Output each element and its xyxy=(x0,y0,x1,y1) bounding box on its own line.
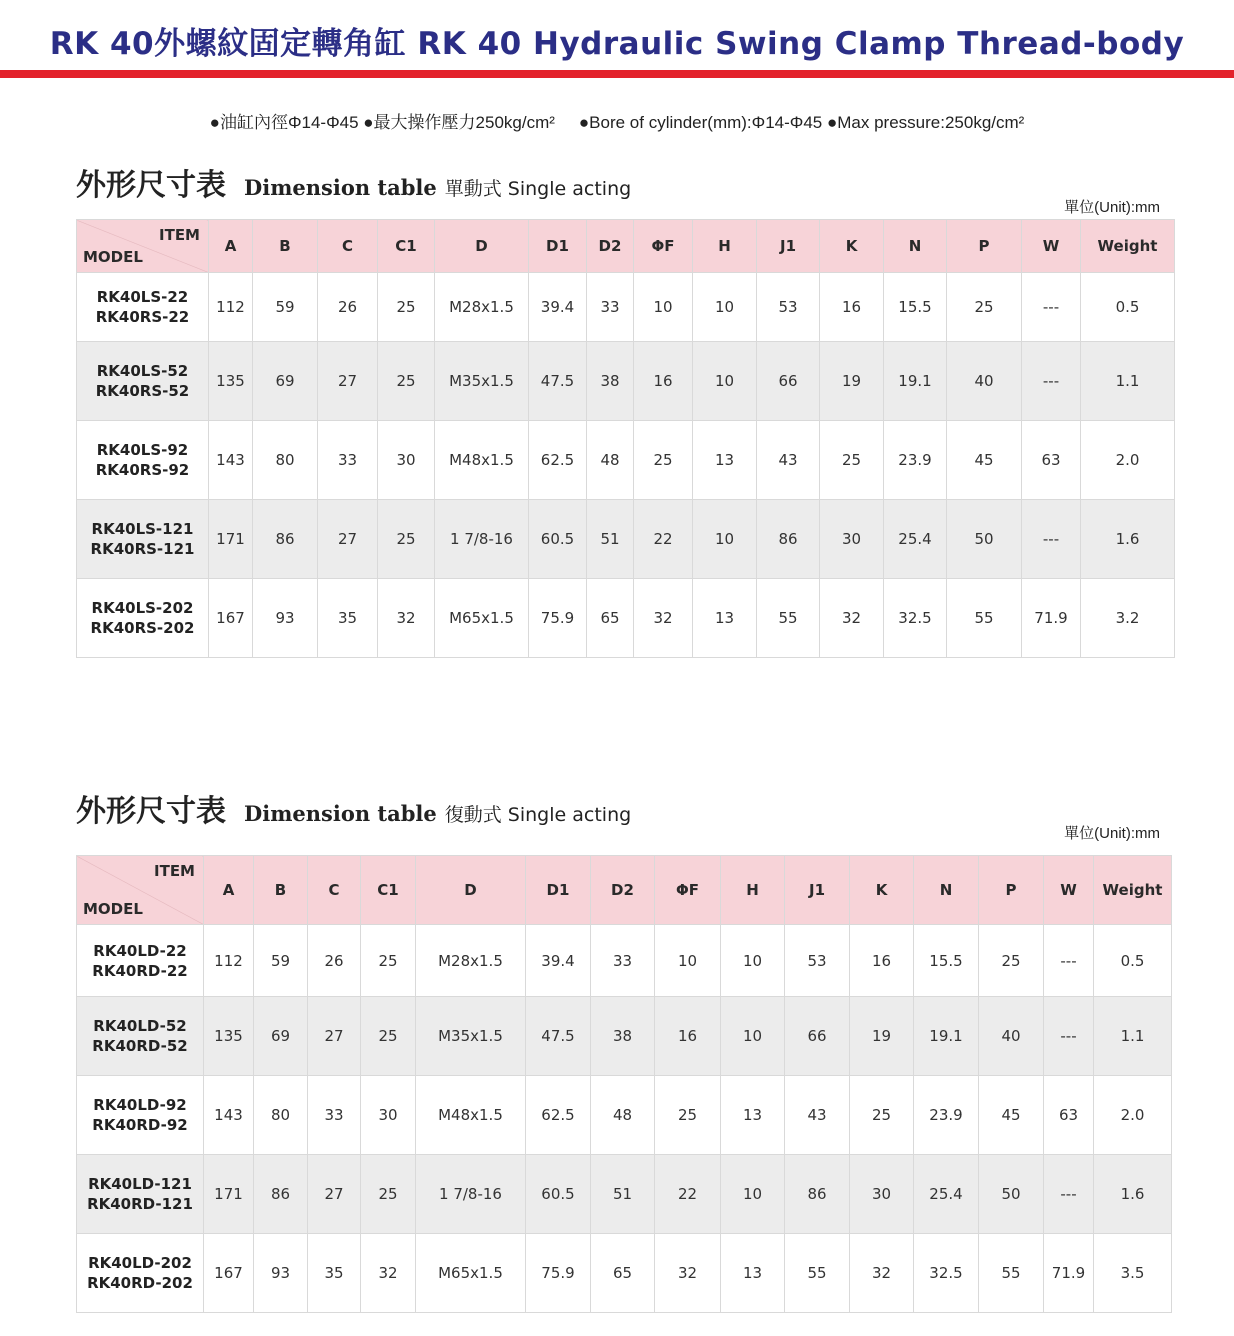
value-cell: 33 xyxy=(587,273,634,342)
value-cell: 65 xyxy=(591,1234,655,1313)
column-header: N xyxy=(914,856,979,925)
value-cell: 112 xyxy=(209,273,253,342)
value-cell: 32 xyxy=(850,1234,914,1313)
value-cell: 86 xyxy=(253,500,318,579)
value-cell: M65x1.5 xyxy=(416,1234,526,1313)
model-name: RK40LD-202 xyxy=(88,1254,192,1272)
value-cell: 167 xyxy=(209,579,253,658)
value-cell: 135 xyxy=(209,342,253,421)
model-name: RK40LS-52 xyxy=(96,362,189,380)
value-cell: 25.4 xyxy=(884,500,947,579)
section-title-en: Dimension table xyxy=(244,801,437,826)
table-row xyxy=(77,1076,1172,1155)
column-header: D xyxy=(416,856,526,925)
value-cell: M65x1.5 xyxy=(435,579,529,658)
value-cell: 30 xyxy=(850,1155,914,1234)
value-cell: 25 xyxy=(850,1076,914,1155)
value-cell: 43 xyxy=(785,1076,850,1155)
model-cell xyxy=(77,997,204,1076)
value-cell: 30 xyxy=(361,1076,416,1155)
value-cell: 10 xyxy=(634,273,693,342)
value-cell: 1.6 xyxy=(1081,500,1175,579)
model-name: RK40RS-121 xyxy=(90,540,195,558)
value-cell: 55 xyxy=(757,579,820,658)
section-title-en: Dimension table xyxy=(244,175,437,200)
table-header-row xyxy=(77,856,1172,925)
value-cell: 48 xyxy=(591,1076,655,1155)
model-name: RK40LD-121 xyxy=(88,1175,192,1193)
column-header: K xyxy=(820,220,884,273)
value-cell: 86 xyxy=(785,1155,850,1234)
value-cell: 32.5 xyxy=(884,579,947,658)
section-type-label: 復動式 Single acting xyxy=(444,804,632,826)
value-cell: 143 xyxy=(204,1076,254,1155)
model-cell xyxy=(77,342,209,421)
table-row xyxy=(77,1155,1172,1234)
corner-cell xyxy=(77,856,204,925)
value-cell: 25 xyxy=(361,925,416,997)
value-cell: 27 xyxy=(308,1155,361,1234)
model-cell xyxy=(77,925,204,997)
value-cell: 33 xyxy=(308,1076,361,1155)
value-cell: 30 xyxy=(820,500,884,579)
model-name: RK40RD-121 xyxy=(87,1195,193,1213)
value-cell: 26 xyxy=(318,273,378,342)
value-cell: 0.5 xyxy=(1081,273,1175,342)
column-header: C1 xyxy=(378,220,435,273)
model-name: RK40RD-92 xyxy=(92,1116,188,1134)
value-cell: 10 xyxy=(693,500,757,579)
column-header: H xyxy=(721,856,785,925)
value-cell: 62.5 xyxy=(529,421,587,500)
value-cell: M48x1.5 xyxy=(416,1076,526,1155)
value-cell: 19 xyxy=(850,997,914,1076)
spec-en: ●Bore of cylinder(mm):Φ14-Φ45 ●Max pressure:250kg/cm² xyxy=(578,113,1025,132)
double-acting-heading xyxy=(76,786,631,830)
value-cell: --- xyxy=(1044,925,1094,997)
value-cell: 55 xyxy=(947,579,1022,658)
value-cell: 13 xyxy=(721,1234,785,1313)
column-header: C1 xyxy=(361,856,416,925)
value-cell: 16 xyxy=(850,925,914,997)
value-cell: 71.9 xyxy=(1022,579,1081,658)
column-header: N xyxy=(884,220,947,273)
column-header: W xyxy=(1044,856,1094,925)
value-cell: 47.5 xyxy=(529,342,587,421)
value-cell: 25 xyxy=(634,421,693,500)
value-cell: 53 xyxy=(785,925,850,997)
model-cell xyxy=(77,1076,204,1155)
column-header: W xyxy=(1022,220,1081,273)
model-cell xyxy=(77,273,209,342)
section-title-zh: 外形尺寸表 xyxy=(76,794,226,829)
table-row xyxy=(77,421,1175,500)
column-header: K xyxy=(850,856,914,925)
value-cell: 0.5 xyxy=(1094,925,1172,997)
model-name: RK40LD-92 xyxy=(93,1096,187,1114)
value-cell: 65 xyxy=(587,579,634,658)
value-cell: 2.0 xyxy=(1094,1076,1172,1155)
value-cell: 86 xyxy=(254,1155,308,1234)
model-cell xyxy=(77,500,209,579)
model-name: RK40RD-22 xyxy=(92,961,188,980)
table-header-row xyxy=(77,220,1175,273)
column-header: D2 xyxy=(591,856,655,925)
value-cell: 25 xyxy=(979,925,1044,997)
value-cell: 135 xyxy=(204,997,254,1076)
value-cell: 10 xyxy=(721,997,785,1076)
value-cell: 19 xyxy=(820,342,884,421)
model-name: RK40LS-92 xyxy=(96,441,189,459)
value-cell: 2.0 xyxy=(1081,421,1175,500)
value-cell: 25 xyxy=(947,273,1022,342)
model-name: RK40RS-92 xyxy=(95,461,190,479)
single-acting-table xyxy=(76,219,1175,658)
value-cell: 13 xyxy=(693,579,757,658)
value-cell: 43 xyxy=(757,421,820,500)
value-cell: 51 xyxy=(587,500,634,579)
value-cell: 10 xyxy=(721,1155,785,1234)
value-cell: 69 xyxy=(254,997,308,1076)
value-cell: 55 xyxy=(979,1234,1044,1313)
section-title-zh: 外形尺寸表 xyxy=(76,168,226,203)
value-cell: 13 xyxy=(721,1076,785,1155)
value-cell: 35 xyxy=(318,579,378,658)
column-header: A xyxy=(209,220,253,273)
value-cell: 50 xyxy=(979,1155,1044,1234)
unit-label: 單位(Unit):mm xyxy=(1064,199,1160,216)
column-header: B xyxy=(254,856,308,925)
value-cell: 39.4 xyxy=(526,925,591,997)
value-cell: 60.5 xyxy=(529,500,587,579)
value-cell: --- xyxy=(1022,342,1081,421)
spec-zh: ●油缸內徑Φ14-Φ45 ●最大操作壓力250kg/cm² xyxy=(209,113,555,132)
value-cell: 32 xyxy=(361,1234,416,1313)
value-cell: 35 xyxy=(308,1234,361,1313)
value-cell: 32.5 xyxy=(914,1234,979,1313)
single-acting-heading xyxy=(76,160,631,204)
column-header: J1 xyxy=(757,220,820,273)
value-cell: 75.9 xyxy=(526,1234,591,1313)
value-cell: 25 xyxy=(361,1155,416,1234)
model-label: MODEL xyxy=(83,248,143,266)
value-cell: 66 xyxy=(785,997,850,1076)
value-cell: 40 xyxy=(979,997,1044,1076)
value-cell: 25 xyxy=(378,273,435,342)
column-header: ΦF xyxy=(655,856,721,925)
value-cell: 25.4 xyxy=(914,1155,979,1234)
value-cell: 62.5 xyxy=(526,1076,591,1155)
value-cell: 10 xyxy=(655,925,721,997)
value-cell: 1.1 xyxy=(1081,342,1175,421)
table-row xyxy=(77,579,1175,658)
value-cell: 16 xyxy=(655,997,721,1076)
column-header: P xyxy=(947,220,1022,273)
model-cell xyxy=(77,579,209,658)
model-cell xyxy=(77,421,209,500)
title-rule xyxy=(0,70,1234,78)
column-header: P xyxy=(979,856,1044,925)
value-cell: M28x1.5 xyxy=(435,273,529,342)
value-cell: 27 xyxy=(318,342,378,421)
table-row xyxy=(77,997,1172,1076)
value-cell: 1 7/8-16 xyxy=(416,1155,526,1234)
value-cell: 53 xyxy=(757,273,820,342)
model-name: RK40LS-202 xyxy=(91,599,194,617)
table-row xyxy=(77,925,1172,997)
value-cell: 10 xyxy=(693,273,757,342)
value-cell: 50 xyxy=(947,500,1022,579)
value-cell: 13 xyxy=(693,421,757,500)
value-cell: 26 xyxy=(308,925,361,997)
model-name: RK40RS-52 xyxy=(95,382,190,400)
value-cell: 23.9 xyxy=(884,421,947,500)
value-cell: 27 xyxy=(308,997,361,1076)
table-row xyxy=(77,273,1175,342)
value-cell: 32 xyxy=(655,1234,721,1313)
value-cell: 48 xyxy=(587,421,634,500)
table-row xyxy=(77,500,1175,579)
value-cell: 63 xyxy=(1022,421,1081,500)
value-cell: 71.9 xyxy=(1044,1234,1094,1313)
value-cell: 3.2 xyxy=(1081,579,1175,658)
value-cell: 171 xyxy=(209,500,253,579)
column-header: ΦF xyxy=(634,220,693,273)
value-cell: 47.5 xyxy=(526,997,591,1076)
value-cell: 40 xyxy=(947,342,1022,421)
value-cell: 33 xyxy=(591,925,655,997)
value-cell: 45 xyxy=(979,1076,1044,1155)
value-cell: 75.9 xyxy=(529,579,587,658)
value-cell: 25 xyxy=(655,1076,721,1155)
value-cell: 171 xyxy=(204,1155,254,1234)
value-cell: 25 xyxy=(378,342,435,421)
spec-line xyxy=(0,108,1234,133)
column-header: D xyxy=(435,220,529,273)
value-cell: 33 xyxy=(318,421,378,500)
value-cell: --- xyxy=(1022,273,1081,342)
column-header: J1 xyxy=(785,856,850,925)
double-acting-table xyxy=(76,855,1172,1313)
column-header: C xyxy=(318,220,378,273)
value-cell: --- xyxy=(1044,1155,1094,1234)
value-cell: 19.1 xyxy=(884,342,947,421)
value-cell: 80 xyxy=(253,421,318,500)
value-cell: 10 xyxy=(693,342,757,421)
value-cell: 32 xyxy=(378,579,435,658)
column-header: A xyxy=(204,856,254,925)
value-cell: 38 xyxy=(587,342,634,421)
model-name: RK40LD-52 xyxy=(93,1017,187,1035)
value-cell: 32 xyxy=(634,579,693,658)
value-cell: 27 xyxy=(318,500,378,579)
column-header: C xyxy=(308,856,361,925)
value-cell: 167 xyxy=(204,1234,254,1313)
model-cell xyxy=(77,1155,204,1234)
value-cell: --- xyxy=(1044,997,1094,1076)
column-header: D2 xyxy=(587,220,634,273)
value-cell: 23.9 xyxy=(914,1076,979,1155)
column-header: Weight xyxy=(1081,220,1175,273)
model-name: RK40LS-121 xyxy=(91,520,194,538)
item-label: ITEM xyxy=(154,862,195,880)
value-cell: 59 xyxy=(253,273,318,342)
item-label: ITEM xyxy=(159,226,200,244)
column-header: H xyxy=(693,220,757,273)
value-cell: 45 xyxy=(947,421,1022,500)
model-name: RK40LS-22 xyxy=(96,288,189,306)
value-cell: M35x1.5 xyxy=(416,997,526,1076)
model-name: RK40RD-52 xyxy=(92,1037,188,1055)
value-cell: 1.1 xyxy=(1094,997,1172,1076)
value-cell: 15.5 xyxy=(884,273,947,342)
value-cell: 86 xyxy=(757,500,820,579)
value-cell: 59 xyxy=(254,925,308,997)
column-header: Weight xyxy=(1094,856,1172,925)
value-cell: 1 7/8-16 xyxy=(435,500,529,579)
value-cell: 3.5 xyxy=(1094,1234,1172,1313)
value-cell: 39.4 xyxy=(529,273,587,342)
page-title: RK 40外螺紋固定轉角缸 RK 40 Hydraulic Swing Clamp Thread-body xyxy=(49,26,1185,62)
value-cell: 15.5 xyxy=(914,925,979,997)
model-name: RK40RS-202 xyxy=(90,619,195,637)
value-cell: 25 xyxy=(361,997,416,1076)
value-cell: 93 xyxy=(253,579,318,658)
value-cell: 63 xyxy=(1044,1076,1094,1155)
unit-label: 單位(Unit):mm xyxy=(1064,825,1160,842)
value-cell: 112 xyxy=(204,925,254,997)
value-cell: 25 xyxy=(378,500,435,579)
value-cell: 66 xyxy=(757,342,820,421)
model-name: RK40LD-22 xyxy=(93,941,187,960)
model-name: RK40RS-22 xyxy=(95,308,190,326)
value-cell: 93 xyxy=(254,1234,308,1313)
value-cell: 80 xyxy=(254,1076,308,1155)
value-cell: 60.5 xyxy=(526,1155,591,1234)
model-cell xyxy=(77,1234,204,1313)
value-cell: 16 xyxy=(634,342,693,421)
value-cell: 19.1 xyxy=(914,997,979,1076)
value-cell: 25 xyxy=(820,421,884,500)
value-cell: 22 xyxy=(655,1155,721,1234)
model-name: RK40RD-202 xyxy=(87,1274,193,1292)
model-label: MODEL xyxy=(83,900,143,918)
value-cell: 55 xyxy=(785,1234,850,1313)
value-cell: 30 xyxy=(378,421,435,500)
value-cell: 16 xyxy=(820,273,884,342)
section-type-label: 單動式 Single acting xyxy=(444,178,632,200)
column-header: D1 xyxy=(529,220,587,273)
value-cell: 10 xyxy=(721,925,785,997)
column-header: B xyxy=(253,220,318,273)
value-cell: 22 xyxy=(634,500,693,579)
value-cell: 32 xyxy=(820,579,884,658)
value-cell: 143 xyxy=(209,421,253,500)
value-cell: 51 xyxy=(591,1155,655,1234)
value-cell: --- xyxy=(1022,500,1081,579)
value-cell: M48x1.5 xyxy=(435,421,529,500)
value-cell: 1.6 xyxy=(1094,1155,1172,1234)
value-cell: 69 xyxy=(253,342,318,421)
value-cell: M28x1.5 xyxy=(416,925,526,997)
table-row xyxy=(77,1234,1172,1313)
column-header: D1 xyxy=(526,856,591,925)
table-row xyxy=(77,342,1175,421)
corner-cell xyxy=(77,220,209,273)
value-cell: M35x1.5 xyxy=(435,342,529,421)
value-cell: 38 xyxy=(591,997,655,1076)
